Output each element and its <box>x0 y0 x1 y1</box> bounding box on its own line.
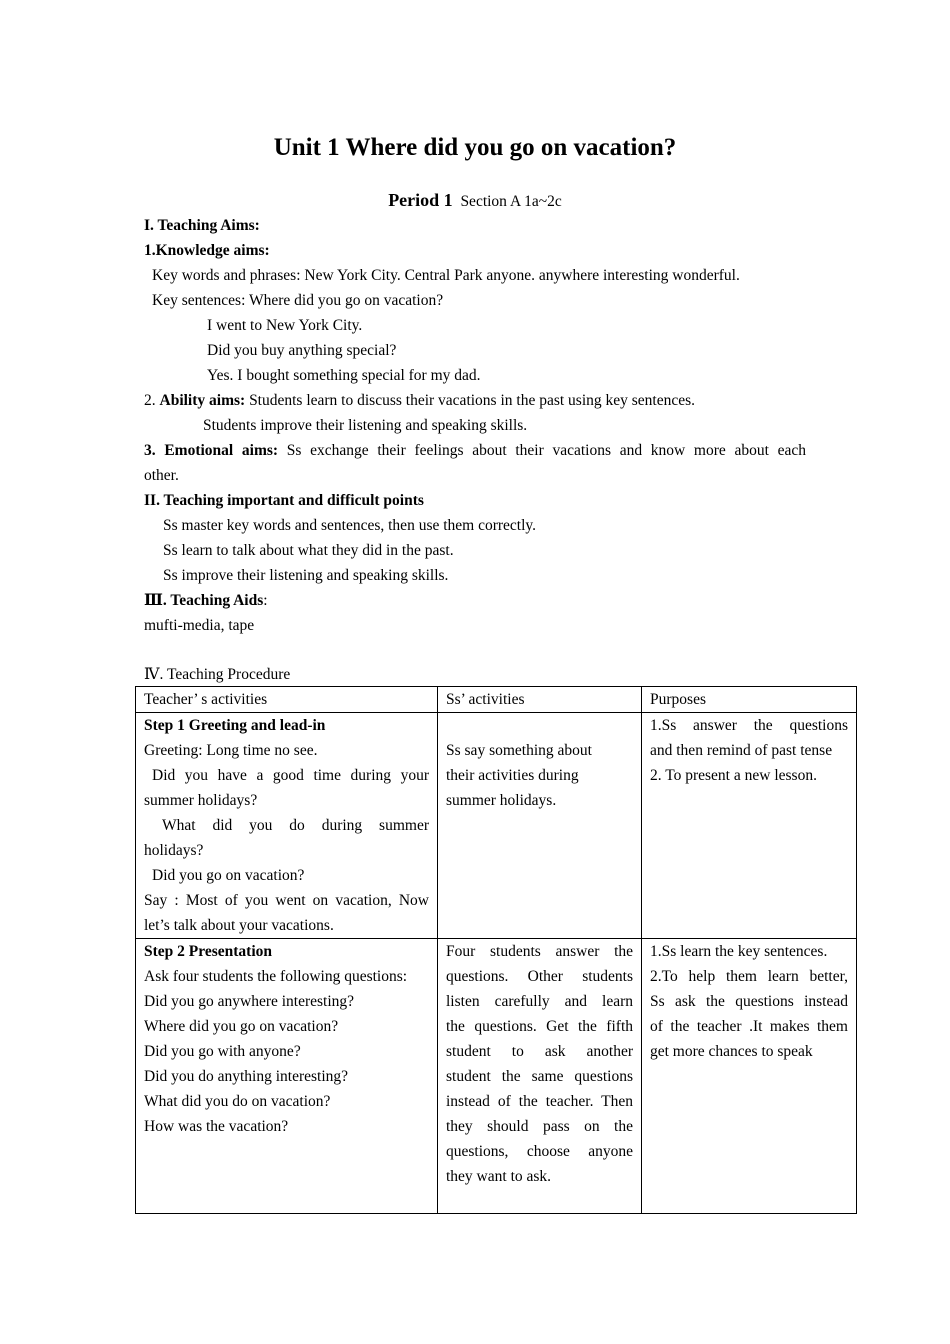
key-sentence: Did you buy anything special? <box>207 342 397 359</box>
step1-teacher-line: holidays? <box>144 842 204 859</box>
emotional-text: Ss exchange their feelings about their vacations and know more about each <box>286 442 807 459</box>
step2-teacher-cell <box>136 939 438 1214</box>
ability-text-2: Students improve their listening and speaking skills. <box>203 417 528 434</box>
aids-heading <box>144 588 268 613</box>
step1-purpose-line: 2. To present a new lesson. <box>650 767 817 784</box>
step1-teacher-line: summer holidays? <box>144 792 258 809</box>
aids-text: mufti-media, tape <box>144 617 255 634</box>
ability-num: 2. <box>144 392 156 409</box>
step2-teacher-line: Did you go with anyone? <box>144 1043 301 1060</box>
aims-heading: I. Teaching Aims: <box>144 217 260 234</box>
period-section: Section A 1a~2c <box>460 193 562 210</box>
ability-aims <box>144 388 695 413</box>
knowledge-heading: 1.Knowledge aims: <box>144 242 270 259</box>
step1-ss-line: summer holidays. <box>446 792 557 809</box>
procedure-heading: Ⅳ. Teaching Procedure <box>144 666 291 683</box>
step2-teacher-line: How was the vacation? <box>144 1118 289 1135</box>
key-sentence: Yes. I bought something special for my dad. <box>207 367 481 384</box>
step2-ss-line: they should pass on the <box>446 1118 633 1135</box>
step1-purpose-line: and then remind of past tense <box>650 742 833 759</box>
header-ss: Ss’ activities <box>438 687 642 713</box>
emotional-text-2: other. <box>144 467 179 484</box>
ability-text: Students learn to discuss their vacations in the past using key sentences. <box>249 392 696 409</box>
key-sentences-label: Key sentences: Where did you go on vacation? <box>152 292 444 309</box>
step2-purposes-cell <box>642 939 857 1214</box>
step1-teacher-line: let’s talk about your vacations. <box>144 917 334 934</box>
step2-purpose-line: of the teacher .It makes them <box>650 1018 848 1035</box>
key-words: Key words and phrases: New York City. Central Park anyone. anywhere interesting wonderful. <box>152 267 740 284</box>
step2-purpose-line: Ss ask the questions instead <box>650 993 848 1010</box>
step1-teacher-line: Did you go on vacation? <box>152 867 305 884</box>
table-row-step1 <box>136 713 857 939</box>
step2-ss-line: they want to ask. <box>446 1168 552 1185</box>
step1-teacher-line: Greeting: Long time no see. <box>144 742 318 759</box>
step2-ss-line: instead of the teacher. Then <box>446 1093 633 1110</box>
period-label: Period 1 <box>388 190 453 210</box>
table-row-step2 <box>136 939 857 1214</box>
step1-purposes-cell <box>642 713 857 939</box>
step1-ss-line: their activities during <box>446 767 579 784</box>
ability-label: Ability aims: <box>159 392 246 409</box>
step2-teacher-line: Where did you go on vacation? <box>144 1018 339 1035</box>
step2-purpose-line: 2.To help them learn better, <box>650 968 848 985</box>
step1-title: Step 1 Greeting and lead-in <box>144 717 326 734</box>
step1-teacher-line: Say : Most of you went on vacation, Now <box>144 892 429 909</box>
step2-ss-cell <box>438 939 642 1214</box>
step2-teacher-line: Ask four students the following questions: <box>144 968 408 985</box>
step2-ss-line: questions. Other students <box>446 968 633 985</box>
step2-purpose-line: 1.Ss learn the key sentences. <box>650 943 828 960</box>
step1-teacher-line: What did you do during summer <box>162 817 429 834</box>
step2-teacher-line: Did you do anything interesting? <box>144 1068 349 1085</box>
step2-teacher-line: Did you go anywhere interesting? <box>144 993 355 1010</box>
step1-ss-cell <box>438 713 642 939</box>
step1-purpose-line: 1.Ss answer the questions <box>650 717 848 734</box>
point-item: Ss master key words and sentences, then use them correctly. <box>163 517 537 534</box>
step2-ss-line: the questions. Get the fifth <box>446 1018 633 1035</box>
emotional-aims <box>144 438 806 463</box>
step2-ss-line: student the same questions <box>446 1068 633 1085</box>
point-item: Ss improve their listening and speaking skills. <box>163 567 449 584</box>
page-title: Unit 1 Where did you go on vacation? <box>273 134 677 161</box>
step2-ss-line: listen carefully and learn <box>446 993 633 1010</box>
procedure-table <box>135 686 857 1214</box>
points-heading: II. Teaching important and difficult points <box>144 492 424 509</box>
table-header-row <box>136 687 857 713</box>
step1-ss-line: Ss say something about <box>446 742 592 759</box>
key-sentence: I went to New York City. <box>207 317 363 334</box>
step2-purpose-line: get more chances to speak <box>650 1043 813 1060</box>
header-teacher: Teacher’ s activities <box>136 687 438 713</box>
step2-ss-line: questions, choose anyone <box>446 1143 633 1160</box>
period-line <box>0 190 950 211</box>
aids-colon: : <box>263 592 268 609</box>
aids-label: Ⅲ. Teaching Aids <box>144 592 264 609</box>
step2-ss-line: student to ask another <box>446 1043 633 1060</box>
step2-teacher-line: What did you do on vacation? <box>144 1093 331 1110</box>
step1-teacher-cell <box>136 713 438 939</box>
step2-title: Step 2 Presentation <box>144 943 273 960</box>
point-item: Ss learn to talk about what they did in the past. <box>163 542 454 559</box>
emotional-label: 3. Emotional aims: <box>144 442 279 459</box>
header-purposes: Purposes <box>642 687 857 713</box>
step1-teacher-line: Did you have a good time during your <box>152 767 429 784</box>
step2-ss-line: Four students answer the <box>446 943 633 960</box>
